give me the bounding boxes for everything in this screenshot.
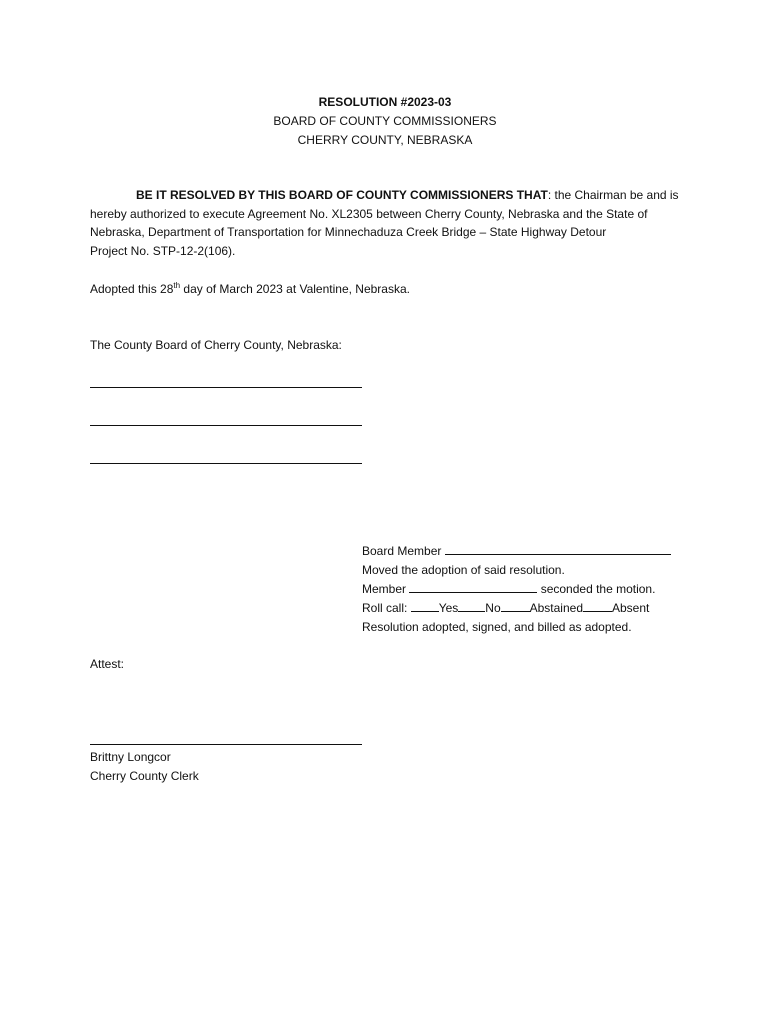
- resolution-title: RESOLUTION #2023-03: [318, 95, 452, 109]
- resolution-line-1: [90, 186, 690, 205]
- board-heading: BOARD OF COUNTY COMMISSIONERS: [273, 114, 497, 128]
- resolution-paragraph: [90, 186, 690, 260]
- resolution-line-4: Project No. STP-12-2(106).: [90, 243, 236, 258]
- abstained-blank[interactable]: [501, 600, 530, 612]
- member-row: [362, 580, 671, 599]
- motion-block: [362, 542, 671, 637]
- result-row: Resolution adopted, signed, and billed as adopted.: [362, 620, 632, 634]
- resolution-line-1-rest: : the Chairman be and is: [547, 188, 679, 202]
- clerk-title: Cherry County Clerk: [90, 769, 199, 783]
- no-label: No: [485, 601, 501, 615]
- attest-signature-line[interactable]: [90, 744, 362, 745]
- adopted-prefix: Adopted this 28: [90, 282, 174, 296]
- county-board-label: The County Board of Cherry County, Nebraska:: [90, 338, 342, 352]
- roll-call-label: Roll call:: [362, 601, 408, 615]
- resolution-line-2: hereby authorized to execute Agreement No. XL2305 between Cherry County, Nebraska and the State of: [90, 206, 648, 221]
- signature-line-1[interactable]: [90, 387, 362, 388]
- absent-label: Absent: [612, 601, 650, 615]
- adopted-statement: [90, 282, 410, 296]
- clerk-name: Brittny Longcor: [90, 750, 171, 764]
- member-blank[interactable]: [409, 581, 537, 593]
- adopted-ordinal: th: [173, 281, 181, 290]
- board-member-row: [362, 542, 671, 561]
- seconded-text: seconded the motion.: [537, 582, 656, 596]
- county-heading: CHERRY COUNTY, NEBRASKA: [297, 133, 473, 147]
- member-label: Member: [362, 582, 407, 596]
- moved-row: Moved the adoption of said resolution.: [362, 563, 565, 577]
- adopted-rest: day of March 2023 at Valentine, Nebraska.: [180, 282, 410, 296]
- yes-blank[interactable]: [411, 600, 439, 612]
- resolution-line-3: Nebraska, Department of Transportation for Minnechaduza Creek Bridge – State Highway Detour: [90, 225, 607, 239]
- attest-label: Attest:: [90, 657, 125, 671]
- abstained-label: Abstained: [529, 601, 583, 615]
- no-blank[interactable]: [458, 600, 485, 612]
- board-member-label: Board Member: [362, 544, 442, 558]
- signature-line-3[interactable]: [90, 463, 362, 464]
- board-member-blank[interactable]: [445, 543, 671, 555]
- resolution-lead: BE IT RESOLVED BY THIS BOARD OF COUNTY COMMISSIONERS THAT: [136, 188, 548, 202]
- signature-line-2[interactable]: [90, 425, 362, 426]
- roll-call-row: [362, 599, 671, 618]
- yes-label: Yes: [438, 601, 459, 615]
- absent-blank[interactable]: [583, 600, 612, 612]
